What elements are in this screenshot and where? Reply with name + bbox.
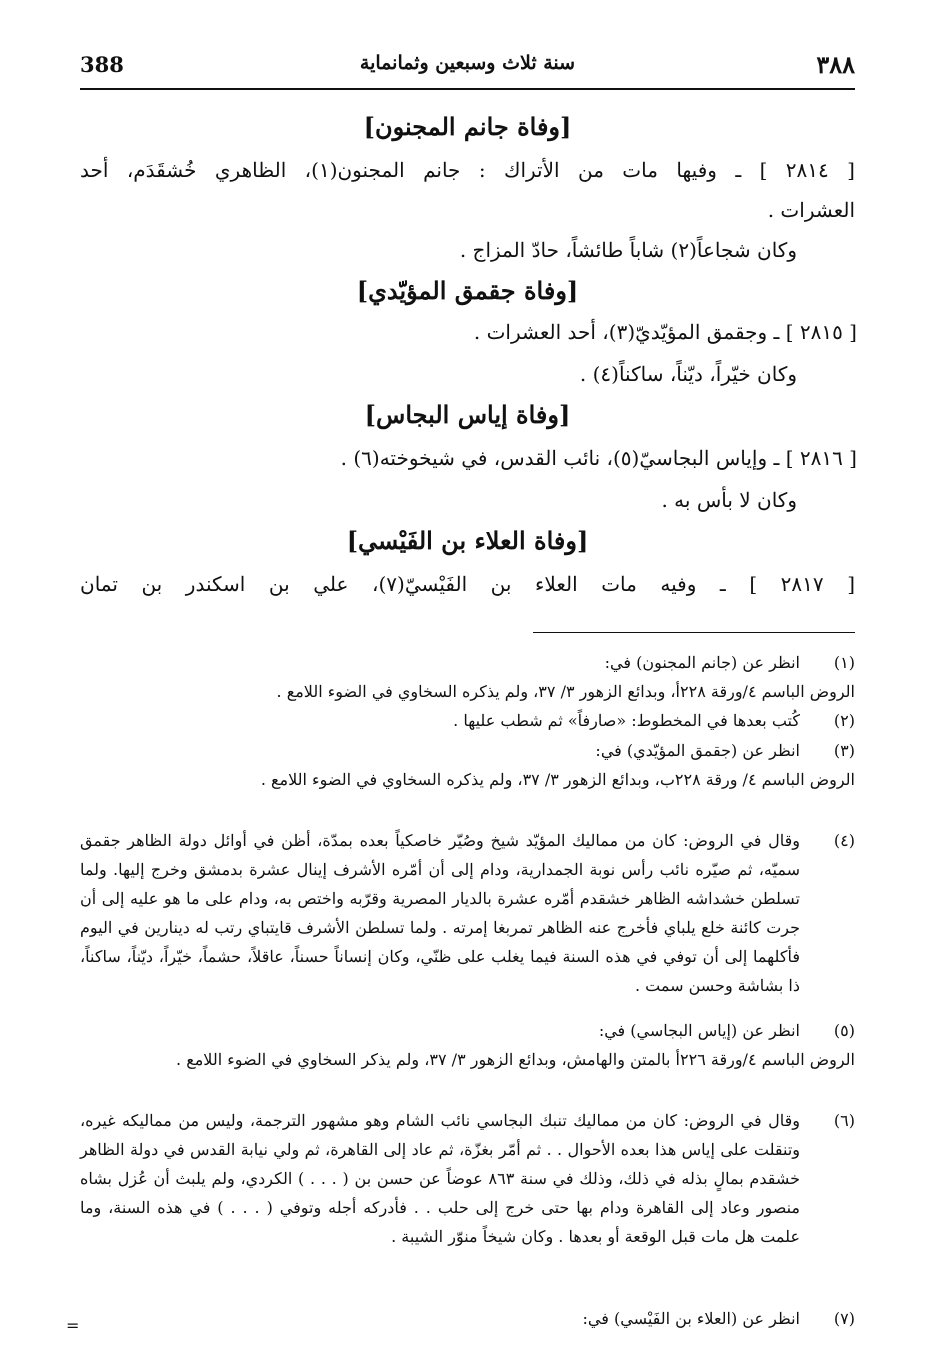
footnote-number: (٥) bbox=[833, 1021, 855, 1040]
entry-text: [ ٢٨١٧ ] ـ وفيه مات العلاء بن الفَيْسيّ(٧)، علي بن اسكندر بن تمان bbox=[80, 572, 855, 596]
section-title: [وفاة العلاء بن الفَيْسي] bbox=[346, 526, 589, 555]
page-number-latin: 388 bbox=[80, 52, 124, 77]
footnote bbox=[80, 826, 855, 1000]
running-title: سنة ثلاث وسبعين وثمانماية bbox=[359, 52, 576, 74]
footnote-number: (٦) bbox=[833, 1111, 855, 1130]
footnote-text: وقال في الروض: كان من مماليك تنبك البجاسي نائب الشام وهو مشهور الترجمة، وليس من مماليكه غيره، وتنقلت على إياس هذا بعده الأحوال . . ثم أمّر بغزّة، ثم عاد إلى القاهرة، ثم ولي نيابة القدس في دولة الظاهر خشقدم بمالٍ بذله في ذلك، وذلك في سنة ٨٦٣ عوضاً عن حسن بن ( . . . ) الكردي، ولم يلبث أن عُزل بشاه منصور وعاد إلى القاهرة ودام بها حتى خرج إلى حلب . . فأدركه أجله وتوفي ( . . . ) في هذه السنة، وما علمت هل مات قبل الوقعة أو بعدها . وكان شيخاً منوّر الشيبة . bbox=[80, 1111, 800, 1246]
footnote bbox=[80, 648, 855, 706]
margin-mark: = bbox=[66, 1316, 80, 1335]
footnote-number: (١) bbox=[833, 653, 855, 672]
footnote-text: انظر عن (العلاء بن الفَيْسي) في: bbox=[582, 1309, 800, 1328]
footnote-text: انظر عن (جانم المجنون) في: bbox=[604, 653, 800, 672]
footnote-source: الروض الباسم ٤/ ورقة ٢٢٨ب، وبدائع الزهور ٣/ ٣٧، ولم يذكره السخاوي في الضوء اللامع . bbox=[260, 770, 855, 789]
footnote-source: الروض الباسم ٤/ورقة ٢٢٨أ، وبدائع الزهور ٣/ ٣٧، ولم يذكره السخاوي في الضوء اللامع . bbox=[276, 682, 855, 701]
entry-text: وكان شجاعاً(٢) شاباً طائشاً، حادّ المزاج . bbox=[459, 238, 797, 262]
footnote-text: انظر عن (إياس البجاسي) في: bbox=[598, 1021, 800, 1040]
footnote-number: (٣) bbox=[833, 741, 855, 760]
section-title: [وفاة جقمق المؤيّدي] bbox=[356, 276, 579, 305]
footnote-text: وقال في الروض: كان من مماليك المؤيّد شيخ وصُيّر خاصكياً بعده بمدّة، أظن في أوائل دولة الظاهر جقمق سميّه، ثم صيّره نائب رأس نوبة الجمدارية، ودام إلى أن أمّره الأشرف إينال عشرة بدمشق وخرج إليها. ولما تسلطن خشداشه الظاهر خشقدم أمّره عشرة بالديار المصرية وقرّبه واختص به، ودام على ما هو عليه إلى أن جرت كائنة خلع يلباي فأخرج عنه الظاهر تمربغا إمرته . ولما تسلطن الأشرف قايتباي رتب له دينارين في اليوم فأكلهما إلى أن توفي في هذه السنة فيما يغلب على ظنّي، وكان إنساناً حسناً، عاقلاً، حشماً، خيّراً، ديّناً، ساكناً، ذا بشاشة وحسن سمت . bbox=[80, 831, 800, 995]
footnote-text: كُتب بعدها في المخطوط: «صارفاً» ثم شطب عليها . bbox=[453, 711, 800, 730]
entry-text: وكان خيّراً، ديّناً، ساكناً(٤) . bbox=[579, 362, 797, 386]
footnote-number: (٧) bbox=[833, 1309, 855, 1328]
footnote bbox=[80, 706, 855, 735]
section-title: [وفاة جانم المجنون] bbox=[363, 112, 572, 141]
footnote bbox=[80, 736, 855, 794]
footnote-rule bbox=[533, 632, 855, 633]
page-number-arabic: ٣٨٨ bbox=[816, 50, 855, 79]
footnote-text: انظر عن (جقمق المؤيّدي) في: bbox=[595, 741, 800, 760]
entry-text: العشرات . bbox=[767, 198, 855, 222]
entry-text: [ ٢٨١٤ ] ـ وفيها مات من الأتراك : جانم المجنون(١)، الظاهري خُشقَدَم، أحد bbox=[80, 158, 855, 182]
footnote-number: (٤) bbox=[833, 831, 855, 850]
footnote-source: الروض الباسم ٤/ورقة ٢٢٦أ بالمتن والهامش، وبدائع الزهور ٣/ ٣٧، ولم يذكر السخاوي في الضوء اللامع . bbox=[176, 1050, 855, 1069]
footnote bbox=[80, 1016, 855, 1074]
entry-text: [ ٢٨١٦ ] ـ وإياس البجاسيّ(٥)، نائب القدس، في شيخوخته(٦) . bbox=[340, 446, 857, 470]
entry-text: وكان لا بأس به . bbox=[661, 488, 797, 512]
header-rule bbox=[80, 88, 855, 90]
footnote-number: (٢) bbox=[833, 711, 855, 730]
footnote bbox=[80, 1106, 855, 1251]
footnote bbox=[80, 1304, 855, 1333]
section-title: [وفاة إياس البجاس] bbox=[364, 400, 571, 429]
running-header bbox=[80, 50, 855, 86]
entry-text: [ ٢٨١٥ ] ـ وجقمق المؤيّديّ(٣)، أحد العشرات . bbox=[473, 320, 857, 344]
